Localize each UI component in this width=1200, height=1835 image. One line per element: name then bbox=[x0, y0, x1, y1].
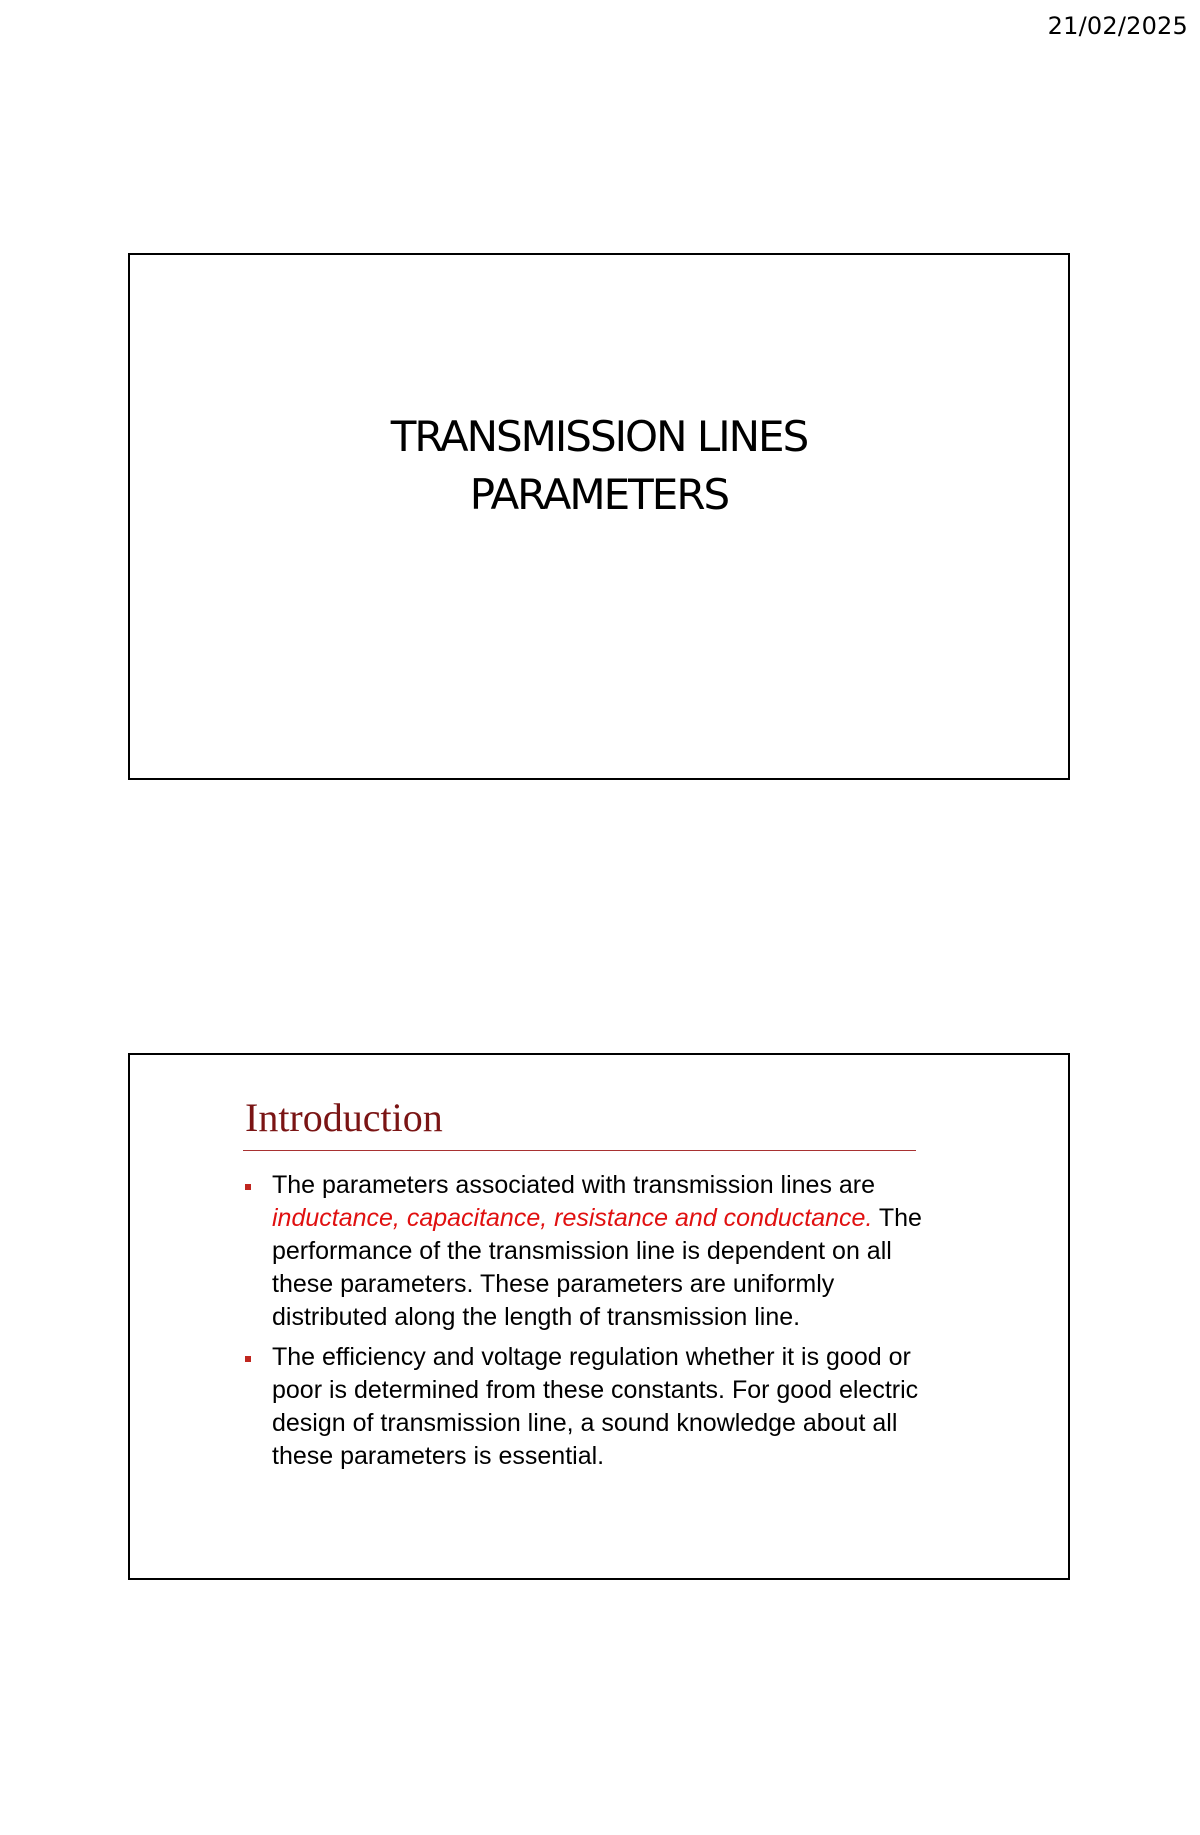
square-bullet-icon bbox=[245, 1184, 251, 1190]
bullet-item-efficiency bbox=[243, 1341, 933, 1473]
bullet-list bbox=[243, 1169, 933, 1480]
introduction-heading: Introduction bbox=[245, 1095, 443, 1140]
bullet-item-parameters bbox=[243, 1169, 933, 1334]
bullet-2-text: The efficiency and voltage regulation whether it is good or poor is determined from these constants. For good electric design of transmission line, a sound knowledge about all these parameters is essential. bbox=[272, 1343, 919, 1470]
page-date: 21/02/2025 bbox=[1047, 12, 1188, 40]
bullet-1-text-end: The performance of the transmission line is dependent on all these parameters. These parameters are uniformly distributed along the length of transmission line. bbox=[272, 1204, 922, 1331]
heading-divider bbox=[243, 1150, 916, 1151]
bullet-1-text-start: The parameters associated with transmission lines are bbox=[272, 1171, 876, 1199]
title-line-1: TRANSMISSION LINES bbox=[390, 412, 808, 461]
slide-title-text bbox=[130, 408, 1068, 524]
slide-title bbox=[128, 253, 1070, 780]
title-line-2: PARAMETERS bbox=[469, 470, 729, 519]
square-bullet-icon bbox=[245, 1356, 251, 1362]
bullet-1-highlight: inductance, capacitance, resistance and conductance. bbox=[272, 1204, 873, 1232]
slide-introduction bbox=[128, 1053, 1070, 1580]
